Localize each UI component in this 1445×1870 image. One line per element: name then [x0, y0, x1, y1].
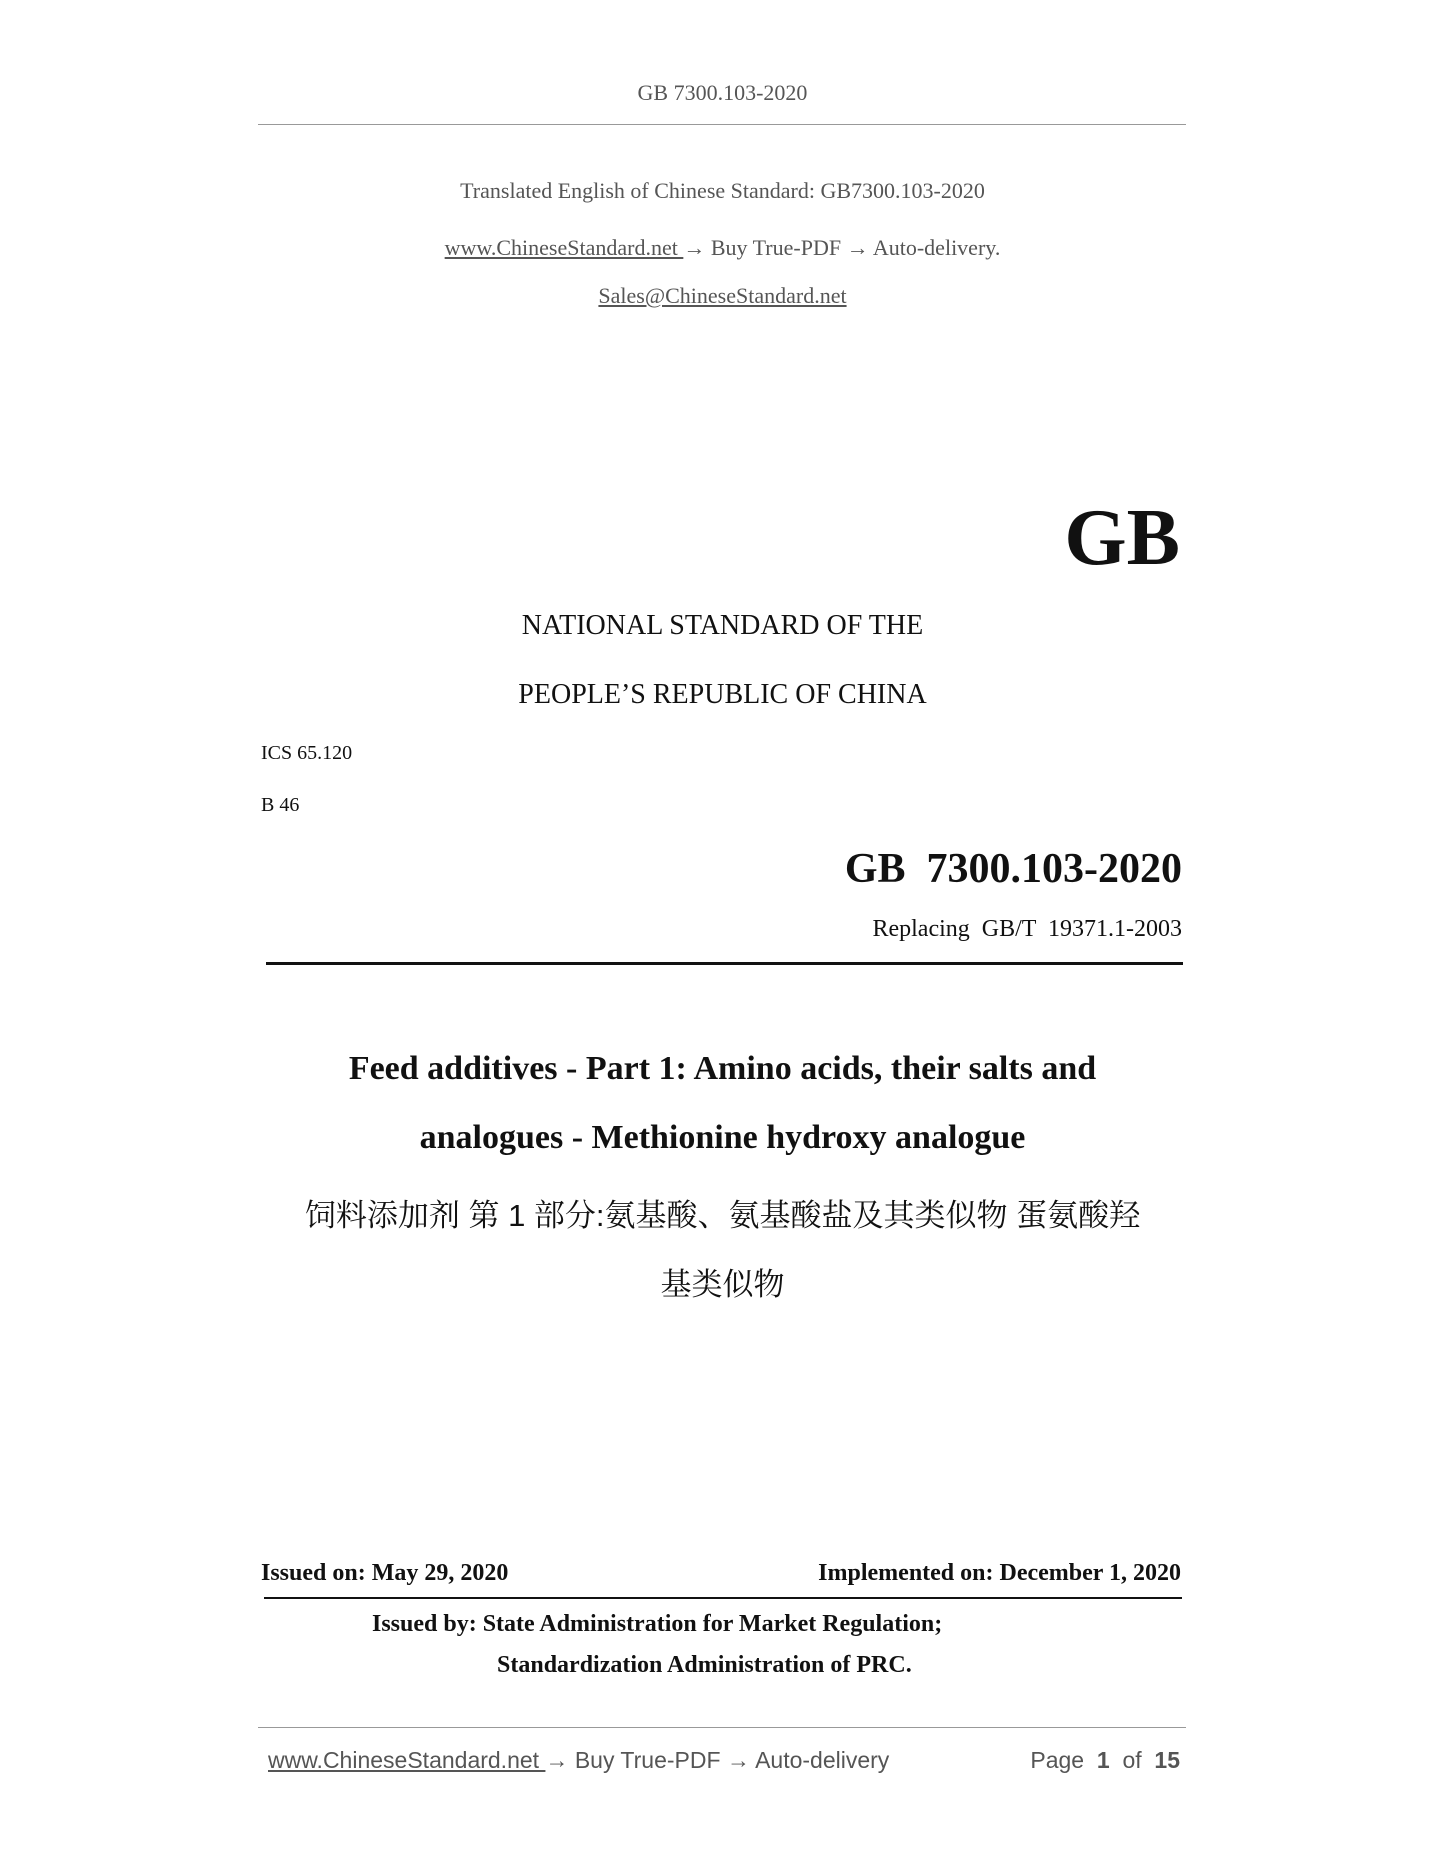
implemented-on: Implemented on: December 1, 2020	[818, 1560, 1181, 1586]
page-indicator	[1030, 1747, 1180, 1774]
email-link[interactable]: Sales@ChineseStandard.net	[598, 283, 847, 308]
arrow-right-icon: →	[545, 1747, 569, 1773]
ics-code: ICS 65.120	[261, 742, 353, 764]
promo-line	[0, 235, 1445, 261]
title-cn-line1: 饲料添加剂 第 1 部分:氨基酸、氨基酸盐及其类似物 蛋氨酸羟	[304, 1198, 1141, 1233]
footer-divider	[258, 1727, 1186, 1728]
page-label: Page	[1030, 1747, 1085, 1773]
ccs-code: B 46	[261, 794, 300, 816]
footer-promo	[268, 1747, 889, 1774]
arrow-right-icon: →	[683, 235, 706, 260]
delivery-text: Auto-delivery.	[872, 235, 1001, 260]
arrow-right-icon: →	[726, 1747, 750, 1773]
of-label: of	[1122, 1747, 1142, 1773]
replacing-note: Replacing GB/T 19371.1-2003	[872, 916, 1182, 942]
page-number: 1	[1096, 1747, 1110, 1773]
running-header: GB 7300.103-2020	[637, 80, 808, 105]
national-standard-line1: NATIONAL STANDARD OF THE	[521, 610, 924, 641]
title-cn-line2: 基类似物	[660, 1267, 785, 1302]
issued-by-line1: Issued by: State Administration for Market Regulation;	[372, 1611, 943, 1637]
footer-delivery-text: Auto-delivery	[755, 1747, 890, 1773]
title-divider	[266, 962, 1183, 965]
issued-by-line2: Standardization Administration of PRC.	[497, 1652, 912, 1678]
dates-divider	[264, 1597, 1182, 1599]
title-en-line2: analogues - Methionine hydroxy analogue	[419, 1119, 1026, 1156]
translation-note: Translated English of Chinese Standard: GB7300.103-2020	[460, 178, 985, 203]
buy-text: Buy True-PDF	[710, 235, 842, 260]
header-divider	[258, 124, 1186, 125]
national-standard-line2: PEOPLE’S REPUBLIC OF CHINA	[518, 679, 927, 710]
gb-logo: GB	[1064, 494, 1180, 582]
footer-buy-text: Buy True-PDF	[574, 1747, 721, 1773]
footer-site-link[interactable]: www.ChineseStandard.net	[268, 1747, 546, 1773]
arrow-right-icon: →	[846, 235, 869, 260]
title-en-line1: Feed additives - Part 1: Amino acids, their salts and	[348, 1050, 1097, 1087]
site-link[interactable]: www.ChineseStandard.net	[444, 235, 684, 260]
email-line	[0, 283, 1445, 309]
total-pages: 15	[1154, 1747, 1180, 1773]
standard-number: GB 7300.103-2020	[844, 846, 1182, 892]
issued-on: Issued on: May 29, 2020	[261, 1560, 509, 1586]
